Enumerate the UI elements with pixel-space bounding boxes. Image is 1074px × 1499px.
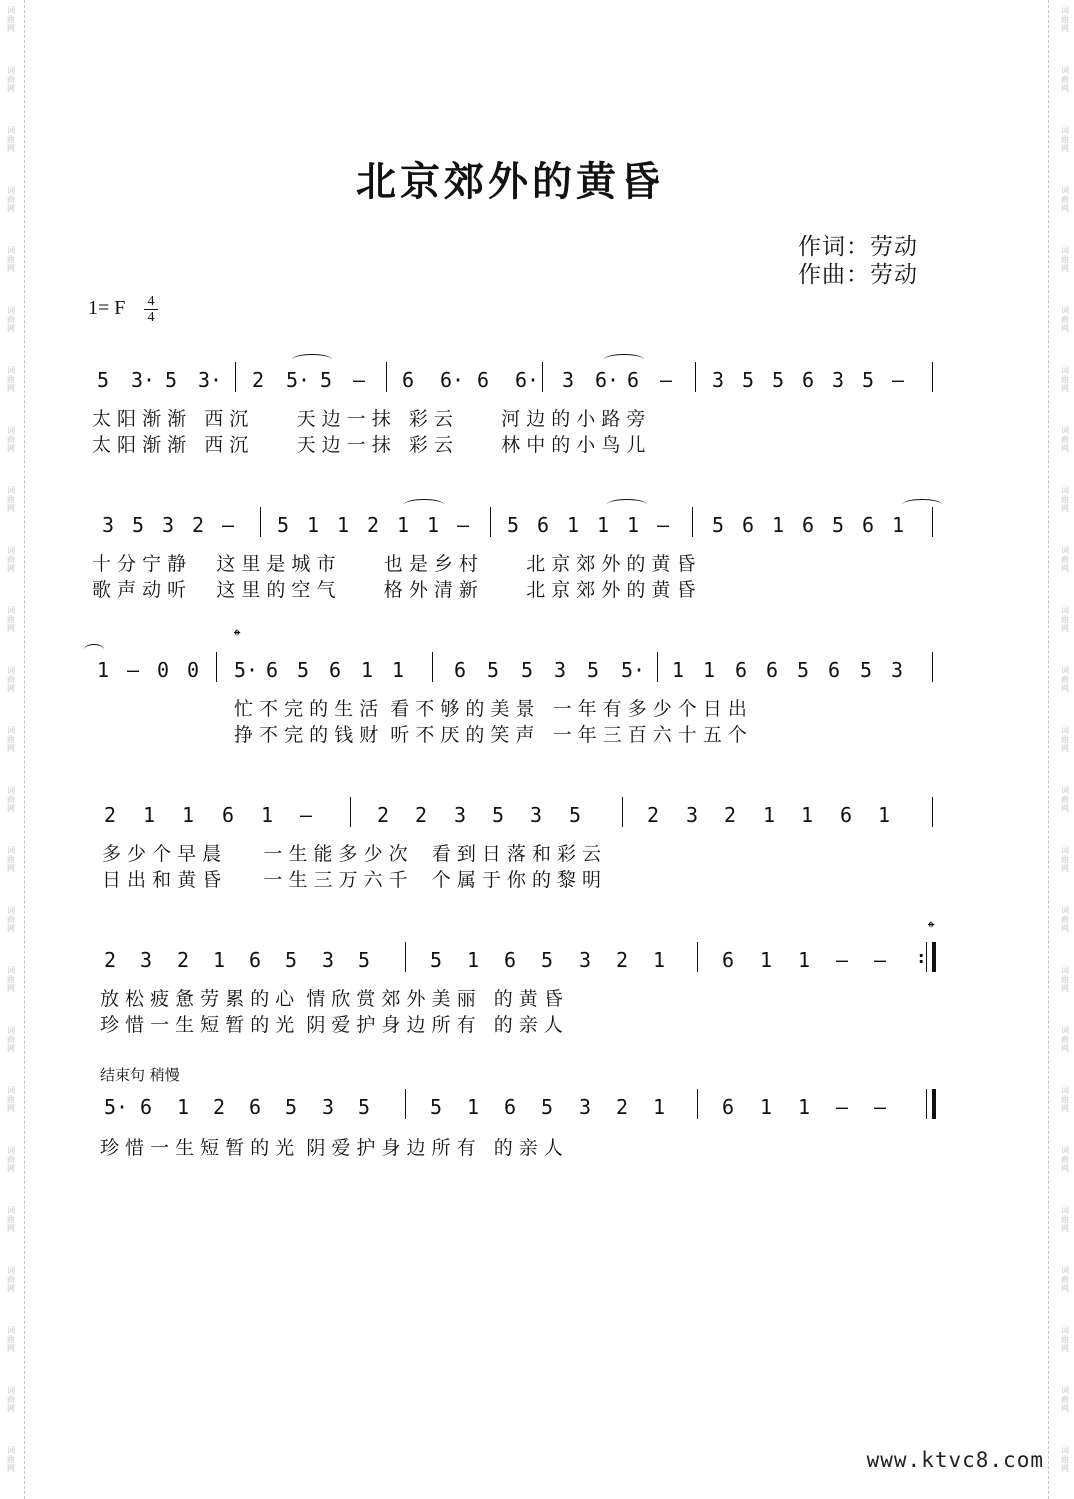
barline-thick xyxy=(932,942,936,972)
note: 5 xyxy=(587,658,600,682)
note: 2 xyxy=(724,803,737,827)
score-system-1 xyxy=(92,358,942,458)
key-signature: 1= F xyxy=(88,297,126,319)
watermark-text: 词曲网 xyxy=(1061,1146,1069,1173)
measure-notes xyxy=(234,658,424,688)
measure xyxy=(234,648,424,688)
watermark-text: 词曲网 xyxy=(7,1326,15,1353)
note: 2 xyxy=(377,803,390,827)
note: 5 xyxy=(492,803,505,827)
measure-notes xyxy=(722,948,912,978)
watermark-text: 词曲网 xyxy=(1061,246,1069,273)
measure-notes xyxy=(672,658,922,688)
watermark-text: 词曲网 xyxy=(7,846,15,873)
note: 5 xyxy=(430,948,443,972)
measure-notes xyxy=(402,368,552,398)
note: 1 xyxy=(798,948,811,972)
note: 5 xyxy=(285,1095,298,1119)
measure xyxy=(507,503,687,543)
measure xyxy=(647,793,917,833)
note: 5 xyxy=(541,948,554,972)
note: 5 xyxy=(797,658,810,682)
score-system-6 xyxy=(92,1085,942,1165)
note: 1 xyxy=(361,658,374,682)
measure xyxy=(104,938,394,978)
watermark-text: 词曲网 xyxy=(7,1446,15,1473)
tie-arc xyxy=(604,354,644,365)
left-page-edge xyxy=(24,0,26,1499)
barline-thin xyxy=(926,1089,927,1119)
note: 6 xyxy=(742,513,755,537)
note: — xyxy=(222,513,235,537)
barline xyxy=(490,507,491,537)
note: 6 xyxy=(329,658,342,682)
note: 3 xyxy=(554,658,567,682)
lyric-line-verse-2: 挣 不 完 的 钱 财 听 不 厌 的 笑 声 一 年 三 百 六 十 五 个 xyxy=(234,724,747,746)
note: 5 xyxy=(487,658,500,682)
note: 6 xyxy=(537,513,550,537)
note: 5 xyxy=(97,368,110,392)
measure-notes xyxy=(562,368,692,398)
note: 0 xyxy=(157,658,170,682)
watermark-text: 词曲网 xyxy=(1061,1026,1069,1053)
measure-notes xyxy=(454,658,654,688)
lyric-line-verse-1: 十 分 宁 静 这 里 是 城 市 也 是 乡 村 北 京 郊 外 的 黄 昏 xyxy=(92,553,696,575)
barline xyxy=(692,507,693,537)
measure-notes xyxy=(712,368,922,398)
note: 1 xyxy=(567,513,580,537)
watermark-text: 词曲网 xyxy=(7,66,15,93)
watermark-text: 词曲网 xyxy=(7,1146,15,1173)
note: 3 xyxy=(579,1095,592,1119)
watermark-text: 词曲网 xyxy=(7,6,15,33)
note: 3 xyxy=(322,1095,335,1119)
time-signature-bottom: 4 xyxy=(147,310,155,325)
lyric-line-verse-1: 放 松 疲 惫 劳 累 的 心 情 欣 赏 郊 外 美 丽 的 黄 昏 xyxy=(100,988,563,1010)
note: 6· xyxy=(595,368,620,392)
note: 6 xyxy=(454,658,467,682)
note: 3 xyxy=(832,368,845,392)
measure-notes xyxy=(647,803,917,833)
watermark-text: 词曲网 xyxy=(1061,606,1069,633)
watermark-text: 词曲网 xyxy=(1061,1206,1069,1233)
note: 5 xyxy=(860,658,873,682)
score-system-4 xyxy=(92,793,942,893)
measure-notes xyxy=(507,513,687,543)
watermark-text: 词曲网 xyxy=(7,1026,15,1053)
watermark-text: 词曲网 xyxy=(7,606,15,633)
note: 5 xyxy=(521,658,534,682)
note: 6 xyxy=(840,803,853,827)
tie-arc xyxy=(404,499,444,510)
score-system-3 xyxy=(92,626,942,748)
note: 3· xyxy=(198,368,223,392)
note: 2 xyxy=(616,948,629,972)
watermark-text: 词曲网 xyxy=(7,246,15,273)
note: 1 xyxy=(337,513,350,537)
barline xyxy=(932,507,933,537)
note: 1 xyxy=(672,658,685,682)
watermark-text: 词曲网 xyxy=(7,1266,15,1293)
watermark-text: 词曲网 xyxy=(7,966,15,993)
measure-notes xyxy=(104,1095,394,1125)
note: 2 xyxy=(252,368,265,392)
note: 1 xyxy=(798,1095,811,1119)
watermark-text: 词曲网 xyxy=(1061,786,1069,813)
note: 5 xyxy=(832,513,845,537)
barline-thick xyxy=(932,1089,936,1119)
watermark-text: 词曲网 xyxy=(1061,186,1069,213)
note: 3· xyxy=(131,368,156,392)
watermark-text: 词曲网 xyxy=(1061,126,1069,153)
note: 3 xyxy=(562,368,575,392)
note: 6 xyxy=(735,658,748,682)
measure xyxy=(102,503,252,543)
barline xyxy=(697,1089,698,1119)
note: 6 xyxy=(402,368,415,392)
note: 3 xyxy=(712,368,725,392)
note: — xyxy=(457,513,470,537)
measure-notes xyxy=(104,948,394,978)
measure xyxy=(712,503,922,543)
note: 1 xyxy=(772,513,785,537)
barline xyxy=(350,797,351,827)
barline-thin xyxy=(926,942,927,972)
watermark-text: 词曲网 xyxy=(7,126,15,153)
watermark-text: 词曲网 xyxy=(7,426,15,453)
note: 6 xyxy=(828,658,841,682)
note: 2 xyxy=(192,513,205,537)
note: — xyxy=(660,368,673,392)
barline xyxy=(405,1089,406,1119)
barline xyxy=(622,797,623,827)
song-title: 北京郊外的黄昏 xyxy=(356,158,664,205)
watermark-text: 词曲网 xyxy=(1061,966,1069,993)
lyric-line-verse-2: 日 出 和 黄 昏 一 生 三 万 六 千 个 属 于 你 的 黎 明 xyxy=(102,869,602,891)
barline xyxy=(386,362,387,392)
watermark-text: 词曲网 xyxy=(7,666,15,693)
note: 5 xyxy=(358,948,371,972)
measure xyxy=(430,938,690,978)
lyric-line-verse-1: 太 阳 渐 渐 西 沉 天 边 一 抹 彩 云 河 边 的 小 路 旁 xyxy=(92,408,646,430)
note: 1 xyxy=(878,803,891,827)
note: 6 xyxy=(477,368,490,392)
tie-arc xyxy=(292,354,332,365)
lyric-line-ending: 珍 惜 一 生 短 暂 的 光 阴 爱 护 身 边 所 有 的 亲 人 xyxy=(100,1137,563,1159)
watermark-text: 词曲网 xyxy=(1061,546,1069,573)
measure xyxy=(377,793,607,833)
watermark-text: 词曲网 xyxy=(7,546,15,573)
watermark-text: 词曲网 xyxy=(7,906,15,933)
measure xyxy=(104,793,339,833)
watermark-column-left xyxy=(4,0,20,1499)
note: 1 xyxy=(467,1095,480,1119)
note: 5 xyxy=(541,1095,554,1119)
note: 1 xyxy=(653,948,666,972)
barline xyxy=(932,362,933,392)
note: 5· xyxy=(621,658,646,682)
note: 6 xyxy=(266,658,279,682)
note: 3 xyxy=(686,803,699,827)
note: 3 xyxy=(454,803,467,827)
watermark-text: 词曲网 xyxy=(7,306,15,333)
note: 6 xyxy=(627,368,640,392)
note: 5 xyxy=(507,513,520,537)
barline xyxy=(657,652,658,682)
note: 1 xyxy=(97,658,110,682)
note: 3 xyxy=(322,948,335,972)
note: 0 xyxy=(187,658,200,682)
watermark-text: 词曲网 xyxy=(1061,1266,1069,1293)
measure-notes xyxy=(102,513,252,543)
watermark-text: 词曲网 xyxy=(7,1086,15,1113)
note: 1 xyxy=(467,948,480,972)
watermark-text: 词曲网 xyxy=(1061,1086,1069,1113)
note: 5 xyxy=(772,368,785,392)
note: — xyxy=(300,803,313,827)
note: — xyxy=(892,368,905,392)
barline xyxy=(235,362,236,392)
note: 6 xyxy=(504,948,517,972)
measure-notes xyxy=(377,803,607,833)
tie-arc xyxy=(902,499,942,510)
watermark-text: 词曲网 xyxy=(1061,846,1069,873)
measure xyxy=(672,648,922,688)
note: 5 xyxy=(742,368,755,392)
lyricist-credit: 作词：劳动 xyxy=(798,234,918,260)
lyric-line-verse-1: 忙 不 完 的 生 活 看 不 够 的 美 景 一 年 有 多 少 个 日 出 xyxy=(234,698,747,720)
note: — xyxy=(657,513,670,537)
watermark-text: 词曲网 xyxy=(7,186,15,213)
note: 1 xyxy=(397,513,410,537)
note: — xyxy=(874,948,887,972)
measure xyxy=(430,1085,690,1125)
watermark-text: 词曲网 xyxy=(7,786,15,813)
note: 1 xyxy=(427,513,440,537)
note: 3 xyxy=(162,513,175,537)
note: 5· xyxy=(104,1095,129,1119)
barline xyxy=(932,797,933,827)
watermark-text: 词曲网 xyxy=(1061,426,1069,453)
note: 5· xyxy=(234,658,259,682)
note: 3 xyxy=(579,948,592,972)
note: 1 xyxy=(703,658,716,682)
measure-notes xyxy=(252,368,387,398)
barline xyxy=(216,652,217,682)
note: 2 xyxy=(104,948,117,972)
composer-credit: 作曲：劳动 xyxy=(798,262,918,288)
watermark-text: 词曲网 xyxy=(1061,666,1069,693)
right-page-edge xyxy=(1048,0,1050,1499)
note: 6 xyxy=(722,948,735,972)
watermark-text: 词曲网 xyxy=(7,726,15,753)
measure-notes xyxy=(277,513,487,543)
note: 6· xyxy=(515,368,540,392)
note: 2 xyxy=(104,803,117,827)
note: 6 xyxy=(222,803,235,827)
time-signature xyxy=(144,294,158,325)
coda-sign: 𝄌 xyxy=(928,918,935,939)
note: 5 xyxy=(862,368,875,392)
watermark-column-right xyxy=(1058,0,1074,1499)
note: 1 xyxy=(261,803,274,827)
watermark-text: 词曲网 xyxy=(7,366,15,393)
note: 3 xyxy=(102,513,115,537)
note: 6 xyxy=(249,1095,262,1119)
note: 5 xyxy=(430,1095,443,1119)
time-signature-top: 4 xyxy=(144,294,158,310)
site-watermark: www.ktvc8.com xyxy=(866,1448,1044,1472)
note: 5 xyxy=(285,948,298,972)
barline xyxy=(695,362,696,392)
barline xyxy=(932,652,933,682)
watermark-text: 词曲网 xyxy=(1061,726,1069,753)
ending-label: 结束句 稍慢 xyxy=(100,1066,180,1084)
note: — xyxy=(127,658,140,682)
measure xyxy=(402,358,552,398)
measure xyxy=(712,358,922,398)
watermark-text: 词曲网 xyxy=(7,1206,15,1233)
note: — xyxy=(836,948,849,972)
note: 6· xyxy=(440,368,465,392)
note: 6 xyxy=(802,513,815,537)
watermark-text: 词曲网 xyxy=(1061,66,1069,93)
watermark-text: 词曲网 xyxy=(1061,6,1069,33)
note: 5 xyxy=(277,513,290,537)
watermark-text: 词曲网 xyxy=(1061,366,1069,393)
measure-notes xyxy=(97,368,232,398)
measure-notes xyxy=(430,1095,690,1125)
note: 1 xyxy=(177,1095,190,1119)
measure-notes xyxy=(712,513,922,543)
barline xyxy=(405,942,406,972)
note: 5 xyxy=(569,803,582,827)
note: 1 xyxy=(627,513,640,537)
note: 1 xyxy=(213,948,226,972)
note: 1 xyxy=(801,803,814,827)
note: 2 xyxy=(616,1095,629,1119)
measure-notes xyxy=(97,658,217,688)
note: 5· xyxy=(286,368,311,392)
lyric-line-verse-2: 歌 声 动 听 这 里 的 空 气 格 外 清 新 北 京 郊 外 的 黄 昏 xyxy=(92,579,696,601)
note: 1 xyxy=(597,513,610,537)
note: 1 xyxy=(892,513,905,537)
lyric-line-verse-2: 珍 惜 一 生 短 暂 的 光 阴 爱 护 身 边 所 有 的 亲 人 xyxy=(100,1014,563,1036)
score-system-2 xyxy=(92,503,942,603)
note: 6 xyxy=(722,1095,735,1119)
watermark-text: 词曲网 xyxy=(1061,906,1069,933)
note: 5 xyxy=(358,1095,371,1119)
measure-notes xyxy=(104,803,339,833)
measure xyxy=(722,1085,912,1125)
note: 1 xyxy=(307,513,320,537)
watermark-text: 词曲网 xyxy=(1061,306,1069,333)
barline xyxy=(697,942,698,972)
note: 1 xyxy=(763,803,776,827)
measure-notes xyxy=(722,1095,912,1125)
note: — xyxy=(836,1095,849,1119)
note: 1 xyxy=(143,803,156,827)
note: 1 xyxy=(653,1095,666,1119)
barline xyxy=(432,652,433,682)
note: 2 xyxy=(177,948,190,972)
measure xyxy=(104,1085,394,1125)
note: 6 xyxy=(862,513,875,537)
note: 2 xyxy=(213,1095,226,1119)
watermark-text: 词曲网 xyxy=(1061,486,1069,513)
note: 6 xyxy=(504,1095,517,1119)
measure xyxy=(97,648,217,688)
watermark-text: 词曲网 xyxy=(7,486,15,513)
watermark-text: 词曲网 xyxy=(1061,1326,1069,1353)
lyric-line-verse-1: 多 少 个 早 晨 一 生 能 多 少 次 看 到 日 落 和 彩 云 xyxy=(102,843,602,865)
note: 6 xyxy=(802,368,815,392)
note: 1 xyxy=(182,803,195,827)
note: 1 xyxy=(392,658,405,682)
measure xyxy=(277,503,487,543)
repeat-dots: : xyxy=(918,948,925,967)
note: 6 xyxy=(249,948,262,972)
measure-notes xyxy=(430,948,690,978)
watermark-text: 词曲网 xyxy=(1061,1386,1069,1413)
tie-arc xyxy=(607,499,647,510)
note: 5 xyxy=(297,658,310,682)
measure xyxy=(454,648,654,688)
note: 2 xyxy=(647,803,660,827)
coda-sign: 𝄌 xyxy=(234,626,241,647)
note: 5 xyxy=(320,368,333,392)
note: 3 xyxy=(530,803,543,827)
note: 1 xyxy=(760,1095,773,1119)
note: 6 xyxy=(140,1095,153,1119)
note: 2 xyxy=(367,513,380,537)
measure xyxy=(722,938,912,978)
lyric-line-verse-2: 太 阳 渐 渐 西 沉 天 边 一 抹 彩 云 林 中 的 小 鸟 儿 xyxy=(92,434,646,456)
barline xyxy=(260,507,261,537)
note: 3 xyxy=(891,658,904,682)
note: 3 xyxy=(140,948,153,972)
note: 2 xyxy=(415,803,428,827)
note: 6 xyxy=(766,658,779,682)
note: 5 xyxy=(712,513,725,537)
barline xyxy=(542,362,543,392)
watermark-text: 词曲网 xyxy=(7,1386,15,1413)
note: — xyxy=(874,1095,887,1119)
watermark-text: 词曲网 xyxy=(1061,1446,1069,1473)
measure xyxy=(97,358,232,398)
note: 5 xyxy=(165,368,178,392)
note: 1 xyxy=(760,948,773,972)
score-system-5 xyxy=(92,918,942,1038)
note: — xyxy=(353,368,366,392)
note: 5 xyxy=(132,513,145,537)
